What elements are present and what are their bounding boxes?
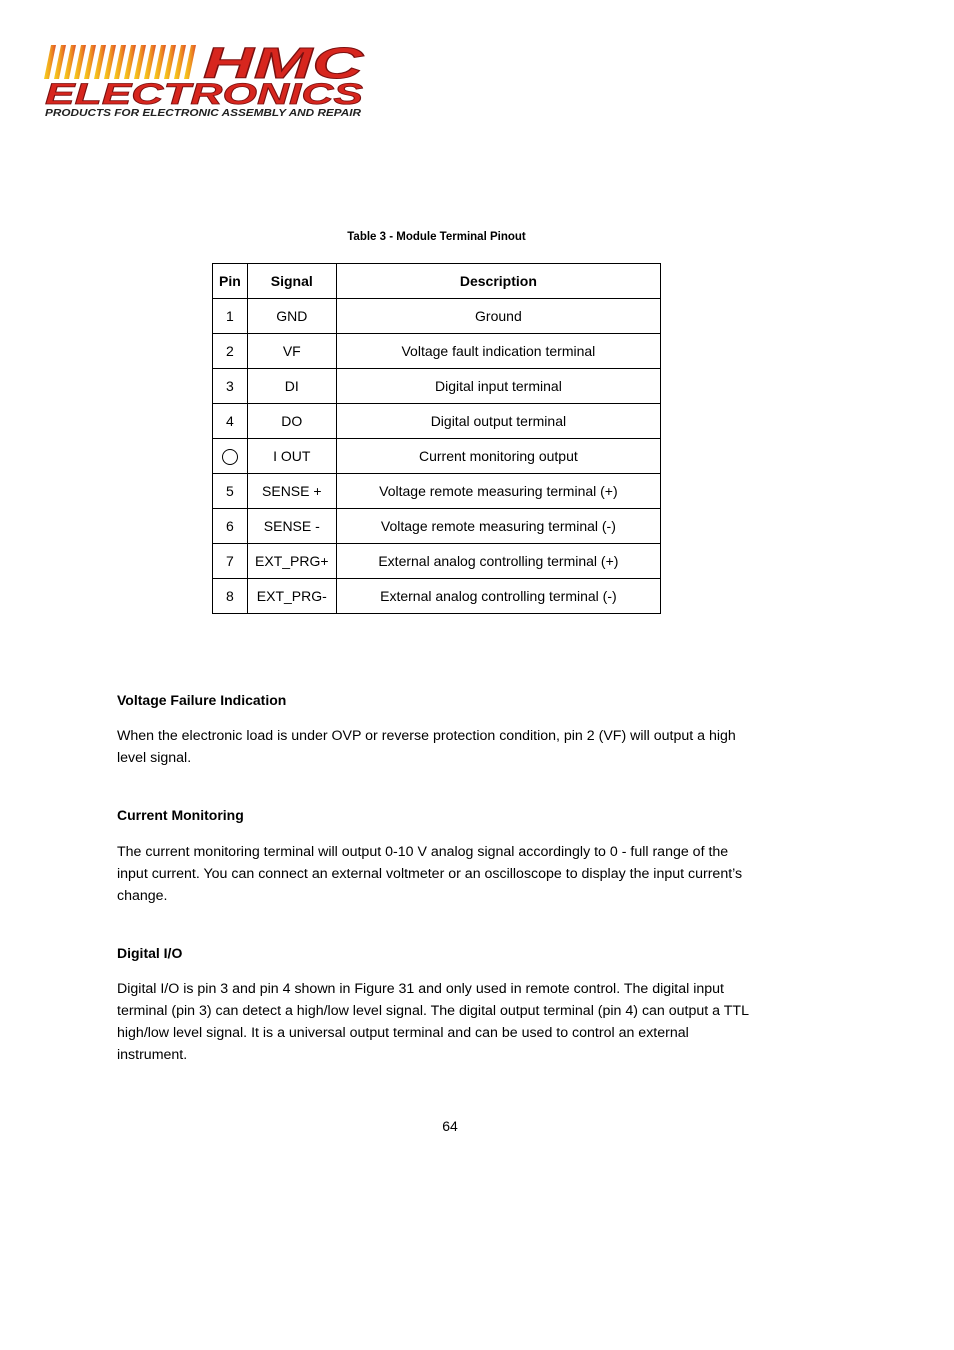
description-cell: Digital output terminal xyxy=(336,404,660,439)
pin-cell: 8 xyxy=(213,579,248,614)
page-number: 64 xyxy=(442,1118,458,1134)
logo-line2: ELECTRONICS xyxy=(45,78,363,111)
current-monitoring-text: The current monitoring terminal will output 0-10 V analog signal accordingly to 0 - full range of the input current. You can connect an external voltmeter or an oscilloscope to display the input current’s change. xyxy=(117,844,743,904)
table-row xyxy=(213,544,661,579)
description-cell: Voltage remote measuring terminal (-) xyxy=(336,509,660,544)
circle-icon xyxy=(222,449,238,465)
signal-cell: DO xyxy=(247,404,336,439)
header-signal: Signal xyxy=(247,264,336,299)
pinout-table xyxy=(212,263,661,614)
table-row xyxy=(213,474,661,509)
hmc-electronics-logo xyxy=(43,43,365,119)
table-row xyxy=(213,404,661,439)
signal-cell: DI xyxy=(247,369,336,404)
description-cell: Ground xyxy=(336,299,660,334)
signal-cell: SENSE - xyxy=(247,509,336,544)
table-row xyxy=(213,579,661,614)
pin-cell: 2 xyxy=(213,334,248,369)
logo-stripes xyxy=(44,45,196,79)
description-cell: External analog controlling terminal (-) xyxy=(336,579,660,614)
description-cell: Current monitoring output xyxy=(336,439,660,474)
pin-cell: 6 xyxy=(213,509,248,544)
logo-brand: HMC xyxy=(203,43,365,88)
description-cell: Digital input terminal xyxy=(336,369,660,404)
voltage-failure-heading: Voltage Failure Indication xyxy=(117,692,287,708)
table-row xyxy=(213,299,661,334)
pin-cell: 3 xyxy=(213,369,248,404)
description-cell: Voltage remote measuring terminal (+) xyxy=(336,474,660,509)
table-row xyxy=(213,439,661,474)
table-caption: Table 3 - Module Terminal Pinout xyxy=(347,231,526,243)
current-monitoring-heading: Current Monitoring xyxy=(117,807,244,823)
digital-io-text: Digital I/O is pin 3 and pin 4 shown in Figure 31 and only used in remote control. The digital input terminal (pin 3) can detect a high/low level signal. The digital output terminal (pin 4) can output a TTL high/low level signal. It is a universal output terminal and can be used to control an external instrument. xyxy=(117,981,749,1063)
logo-tagline: PRODUCTS FOR ELECTRONIC ASSEMBLY AND REPAIR xyxy=(45,108,362,119)
header-pin: Pin xyxy=(213,264,248,299)
header-description: Description xyxy=(336,264,660,299)
table-row xyxy=(213,369,661,404)
pin-cell: 1 xyxy=(213,299,248,334)
table-header-row xyxy=(213,264,661,299)
signal-cell: VF xyxy=(247,334,336,369)
signal-cell: EXT_PRG- xyxy=(247,579,336,614)
pin-cell: 4 xyxy=(213,404,248,439)
description-cell: External analog controlling terminal (+) xyxy=(336,544,660,579)
table-row xyxy=(213,509,661,544)
digital-io-heading: Digital I/O xyxy=(117,945,183,961)
description-cell: Voltage fault indication terminal xyxy=(336,334,660,369)
signal-cell: I OUT xyxy=(247,439,336,474)
pin-cell: 5 xyxy=(213,474,248,509)
voltage-failure-text: When the electronic load is under OVP or reverse protection condition, pin 2 (VF) will output a high level signal. xyxy=(117,728,736,766)
signal-cell: GND xyxy=(247,299,336,334)
signal-cell: SENSE + xyxy=(247,474,336,509)
pin-cell: 7 xyxy=(213,544,248,579)
pin-cell xyxy=(213,439,248,474)
signal-cell: EXT_PRG+ xyxy=(247,544,336,579)
table-row xyxy=(213,334,661,369)
